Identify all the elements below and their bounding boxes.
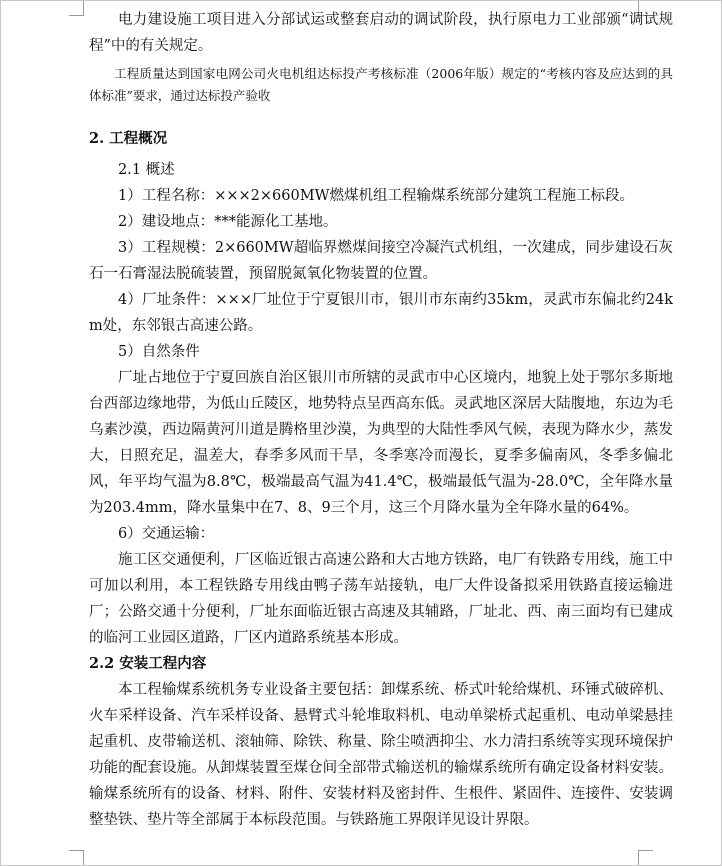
overview-item-natural-conditions: 5）自然条件 [118,344,200,360]
natural-conditions-paragraph: 厂址占地位于宁夏回族自治区银川市所辖的灵武市中心区境内，地貌上处于鄂尔多斯地台西部边缘地带，为低山丘陵区，地势特点呈西高东低。灵武地区深居大陆腹地，东边为毛乌素沙漠，西边隔黄河川道是腾格里沙漠，为典型的大陆性季风气候，表现为降水少，蒸发大，日照充足，温差大，春季多风而干旱，冬季寒冷而漫长，夏季多偏南风，冬季多偏北风，年平均气温为8.8℃，极端最高气温为41.4℃，极端最低气温为-28.0℃，全年降水量为203.4mm，降水量集中在7、8、9三个月，这三个月降水量为全年降水量的64%。 [89,370,673,516]
document-body [89,7,673,833]
overview-item-site: 4）厂址条件：×××厂址位于宁夏银川市，银川市东南约35km，灵武市东偏北约24km处，东邻银古高速公路。 [89,292,673,334]
overview-item-transport: 6）交通运输： [118,526,215,542]
section-2-heading: 2. 工程概况 [89,130,168,147]
intro-paragraph-1: 电力建设施工项目进入分部试运或整套启动的调试阶段，执行原电力工业部颁“调试规程”中的有关规定。 [89,12,673,54]
section-2-2-heading: 2.2 安装工程内容 [89,655,207,672]
section-2-1-heading: 2.1 概述 [118,162,175,178]
overview-item-scale: 3）工程规模：2×660MW超临界燃煤间接空冷凝汽式机组，一次建成，同步建设石灰石一石膏湿法脱硫装置，预留脱氮氧化物装置的位置。 [89,240,673,282]
page-corner-mark [69,1,84,16]
intro-paragraph-2: 工程质量达到国家电网公司火电机组达标投产考核标准（2006年版）规定的“考核内容及应达到的具体标准”要求，通过达标投产验收 [89,66,673,103]
overview-item-project-name: 1）工程名称：×××2×660MW燃煤机组工程输煤系统部分建筑工程施工标段。 [118,188,634,204]
page-corner-mark [638,850,653,865]
page-corner-mark [69,850,84,865]
overview-item-location: 2）建设地点：***能源化工基地。 [118,214,338,230]
installation-scope-paragraph: 本工程输煤系统机务专业设备主要包括：卸煤系统、桥式叶轮给煤机、环锤式破碎机、火车采样设备、汽车采样设备、悬臂式斗轮堆取料机、电动单梁桥式起重机、电动单梁悬挂起重机、皮带输送机、滚轴筛、除铁、称量、除尘喷洒抑尘、水力清扫系统等实现环境保护功能的配套设施。从卸煤装置至煤仓间全部带式输送机的输煤系统所有确定设备材料安装。输煤系统所有的设备、材料、附件、安装材料及密封件、生根件、紧固件、连接件、安装调整垫铁、垫片等全部属于本标段范围。与铁路施工界限详见设计界限。 [89,682,673,828]
transport-paragraph: 施工区交通便利，厂区临近银古高速公路和大古地方铁路，电厂有铁路专用线，施工中可加以利用，本工程铁路专用线由鸭子荡车站接轨，电厂大件设备拟采用铁路直接运输进厂；公路交通十分便利，厂址东面临近银古高速及其辅路，厂址北、西、南三面均有已建成的临河工业园区道路，厂区内道路系统基本形成。 [89,552,673,646]
